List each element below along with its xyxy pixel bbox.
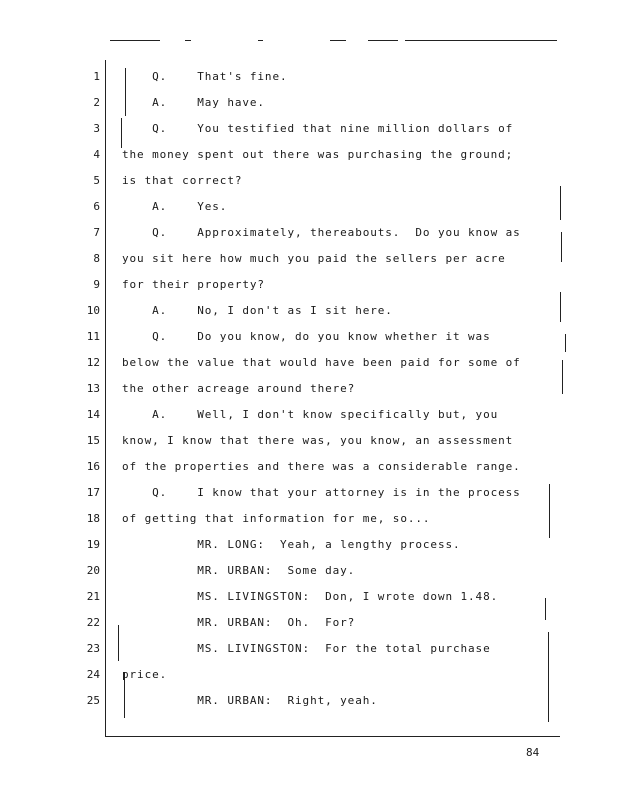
scan-mark <box>560 292 561 322</box>
line-text: Q. You testified that nine million dollars of <box>122 122 514 135</box>
line-number: 12 <box>86 356 100 369</box>
line-number: 10 <box>86 304 100 317</box>
line-number: 3 <box>93 122 100 135</box>
left-margin-rule <box>105 60 106 736</box>
line-text: for their property? <box>122 278 265 291</box>
line-number: 5 <box>93 174 100 187</box>
scan-mark <box>549 484 550 538</box>
scan-mark <box>548 632 549 722</box>
line-text: of getting that information for me, so... <box>122 512 431 525</box>
header-rule <box>368 40 398 41</box>
line-text: A. Well, I don't know specifically but, you <box>122 408 499 421</box>
line-number: 8 <box>93 252 100 265</box>
line-number: 2 <box>93 96 100 109</box>
line-number: 6 <box>93 200 100 213</box>
line-number: 11 <box>86 330 100 343</box>
line-text: A. Yes. <box>122 200 228 213</box>
line-text: the money spent out there was purchasing the ground; <box>122 148 514 161</box>
line-text: MR. URBAN: Right, yeah. <box>122 694 378 707</box>
line-text: price. <box>122 668 168 681</box>
bottom-margin-rule <box>105 736 560 737</box>
line-number: 7 <box>93 226 100 239</box>
line-number: 25 <box>86 694 100 707</box>
line-number: 18 <box>86 512 100 525</box>
line-number: 22 <box>86 616 100 629</box>
header-rule <box>110 40 160 41</box>
line-number: 17 <box>86 486 100 499</box>
line-text: Q. That's fine. <box>122 70 288 83</box>
line-text: A. No, I don't as I sit here. <box>122 304 393 317</box>
line-text: the other acreage around there? <box>122 382 356 395</box>
line-text: MS. LIVINGSTON: For the total purchase <box>122 642 491 655</box>
line-number: 14 <box>86 408 100 421</box>
line-text: Q. Do you know, do you know whether it was <box>122 330 491 343</box>
scan-mark <box>565 334 566 352</box>
line-text: A. May have. <box>122 96 265 109</box>
line-number: 16 <box>86 460 100 473</box>
line-text: MS. LIVINGSTON: Don, I wrote down 1.48. <box>122 590 499 603</box>
line-number: 15 <box>86 434 100 447</box>
scan-mark <box>545 598 546 620</box>
page-number: 84 <box>526 746 540 759</box>
line-text: is that correct? <box>122 174 243 187</box>
scan-mark <box>560 186 561 220</box>
line-text: MR. LONG: Yeah, a lengthy process. <box>122 538 461 551</box>
header-rule <box>258 40 263 41</box>
line-text: of the properties and there was a considerable range. <box>122 460 521 473</box>
header-rule <box>405 40 557 41</box>
scan-mark <box>118 625 119 661</box>
line-text: you sit here how much you paid the sellers per acre <box>122 252 506 265</box>
line-number: 4 <box>93 148 100 161</box>
scan-mark <box>562 360 563 394</box>
scan-mark <box>561 232 562 262</box>
line-number: 24 <box>86 668 100 681</box>
line-number: 23 <box>86 642 100 655</box>
line-number: 19 <box>86 538 100 551</box>
line-text: know, I know that there was, you know, an assessment <box>122 434 514 447</box>
line-text: Q. I know that your attorney is in the process <box>122 486 521 499</box>
header-rule <box>185 40 191 41</box>
line-number: 20 <box>86 564 100 577</box>
line-number: 13 <box>86 382 100 395</box>
line-text: below the value that would have been paid for some of <box>122 356 521 369</box>
header-rule <box>330 40 346 41</box>
line-text: MR. URBAN: Some day. <box>122 564 356 577</box>
line-number: 21 <box>86 590 100 603</box>
line-number: 1 <box>93 70 100 83</box>
line-text: MR. URBAN: Oh. For? <box>122 616 356 629</box>
line-number: 9 <box>93 278 100 291</box>
line-text: Q. Approximately, thereabouts. Do you know as <box>122 226 521 239</box>
